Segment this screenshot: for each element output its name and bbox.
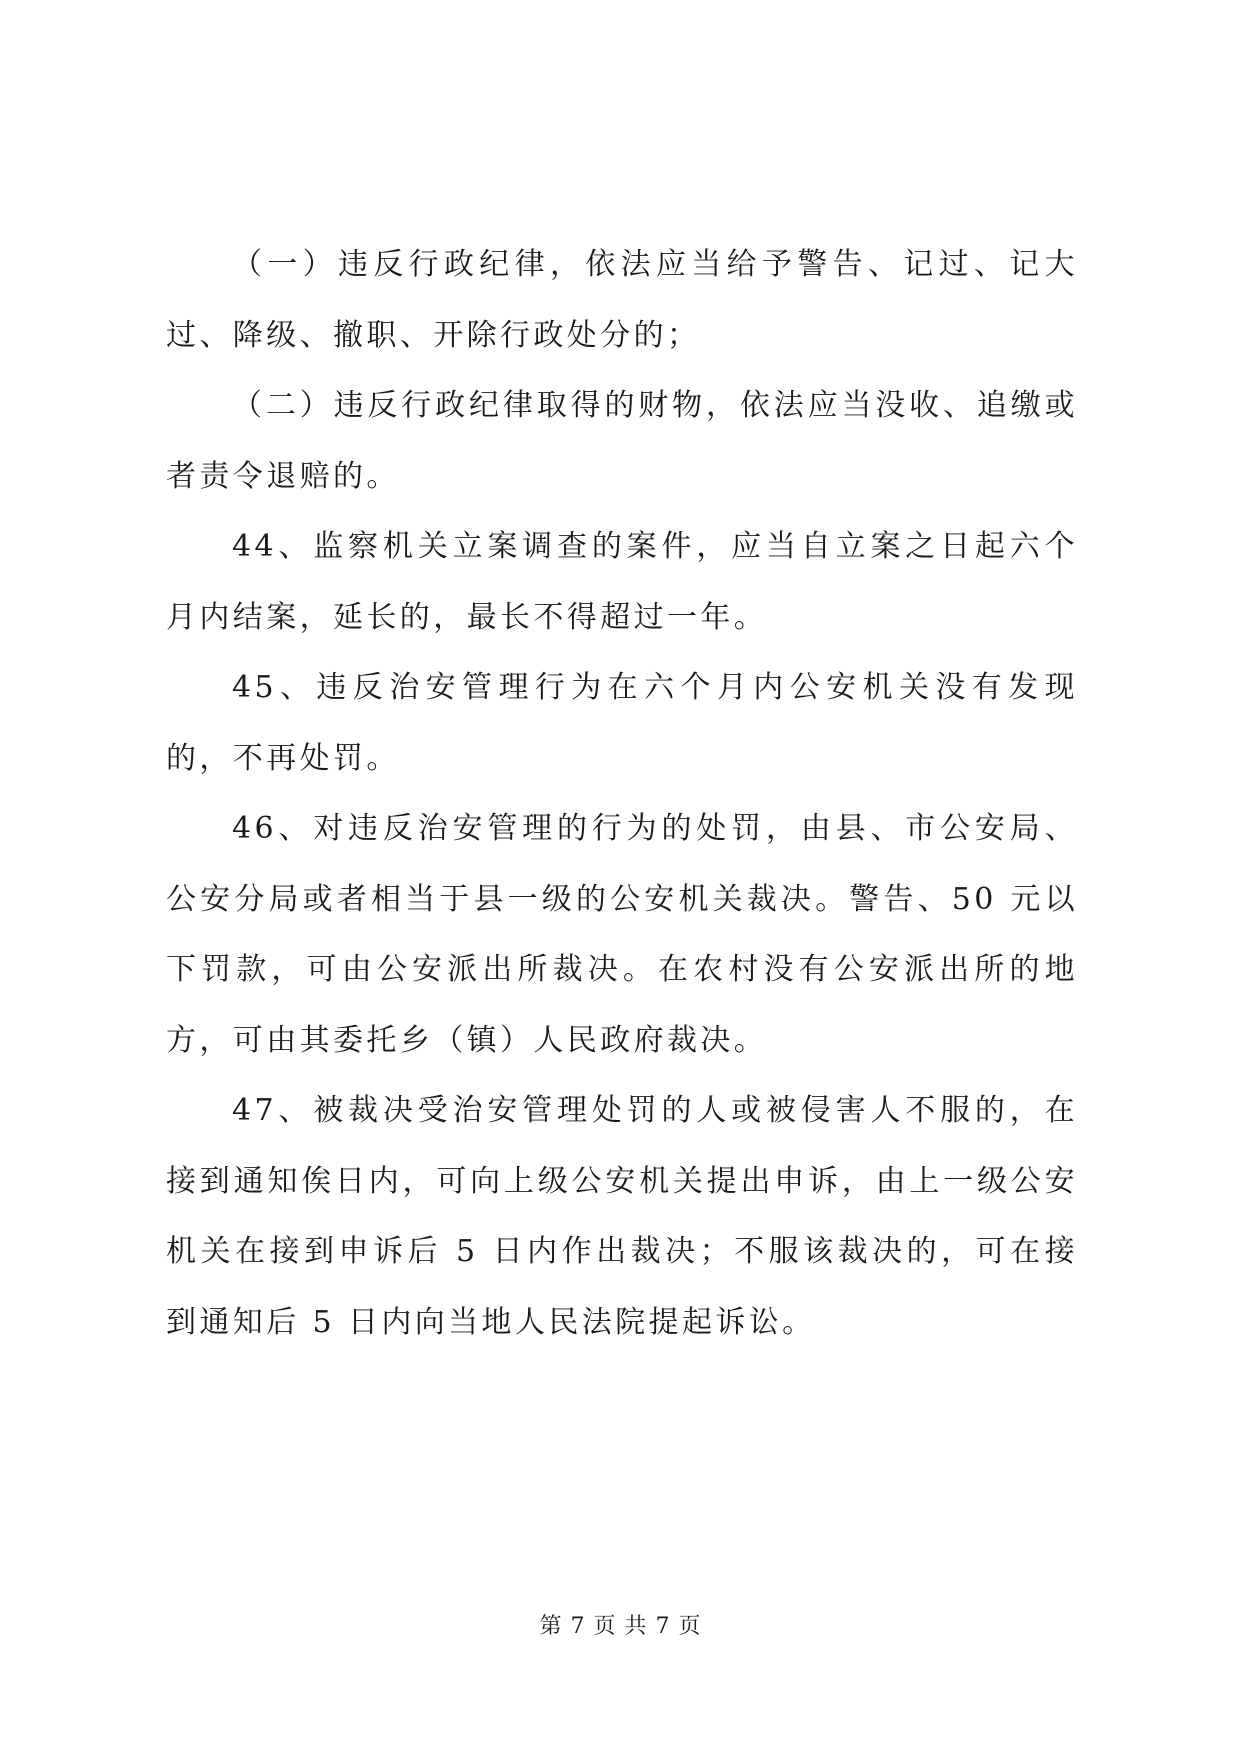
paragraph-article-44: 44、监察机关立案调查的案件，应当自立案之日起六个月内结案，延长的，最长不得超过一年。 bbox=[166, 529, 1078, 635]
paragraph-item-1: （一）违反行政纪律，依法应当给予警告、记过、记大过、降级、撤职、开除行政处分的； bbox=[166, 247, 1078, 353]
document-body bbox=[166, 230, 1078, 1358]
paragraph-item-2: （二）违反行政纪律取得的财物，依法应当没收、追缴或者责令退赔的。 bbox=[166, 388, 1078, 494]
paragraph-article-45: 45、违反治安管理行为在六个月内公安机关没有发现的，不再处罚。 bbox=[166, 670, 1078, 776]
paragraph-article-46: 46、对违反治安管理的行为的处罚，由县、市公安局、公安分局或者相当于县一级的公安机关裁决。警告、50 元以下罚款，可由公安派出所裁决。在农村没有公安派出所的地方，可由其委托乡（镇）人民政府裁决。 bbox=[166, 811, 1078, 1058]
paragraph-article-47: 47、被裁决受治安管理处罚的人或被侵害人不服的，在接到通知俟日内，可向上级公安机关提出申诉，由上一级公安机关在接到申诉后 5 日内作出裁决；不服该裁决的，可在接到通知后 5 日内向当地人民法院提起诉讼。 bbox=[166, 1093, 1078, 1340]
page-number-footer: 第 7 页 共 7 页 bbox=[539, 1614, 702, 1639]
